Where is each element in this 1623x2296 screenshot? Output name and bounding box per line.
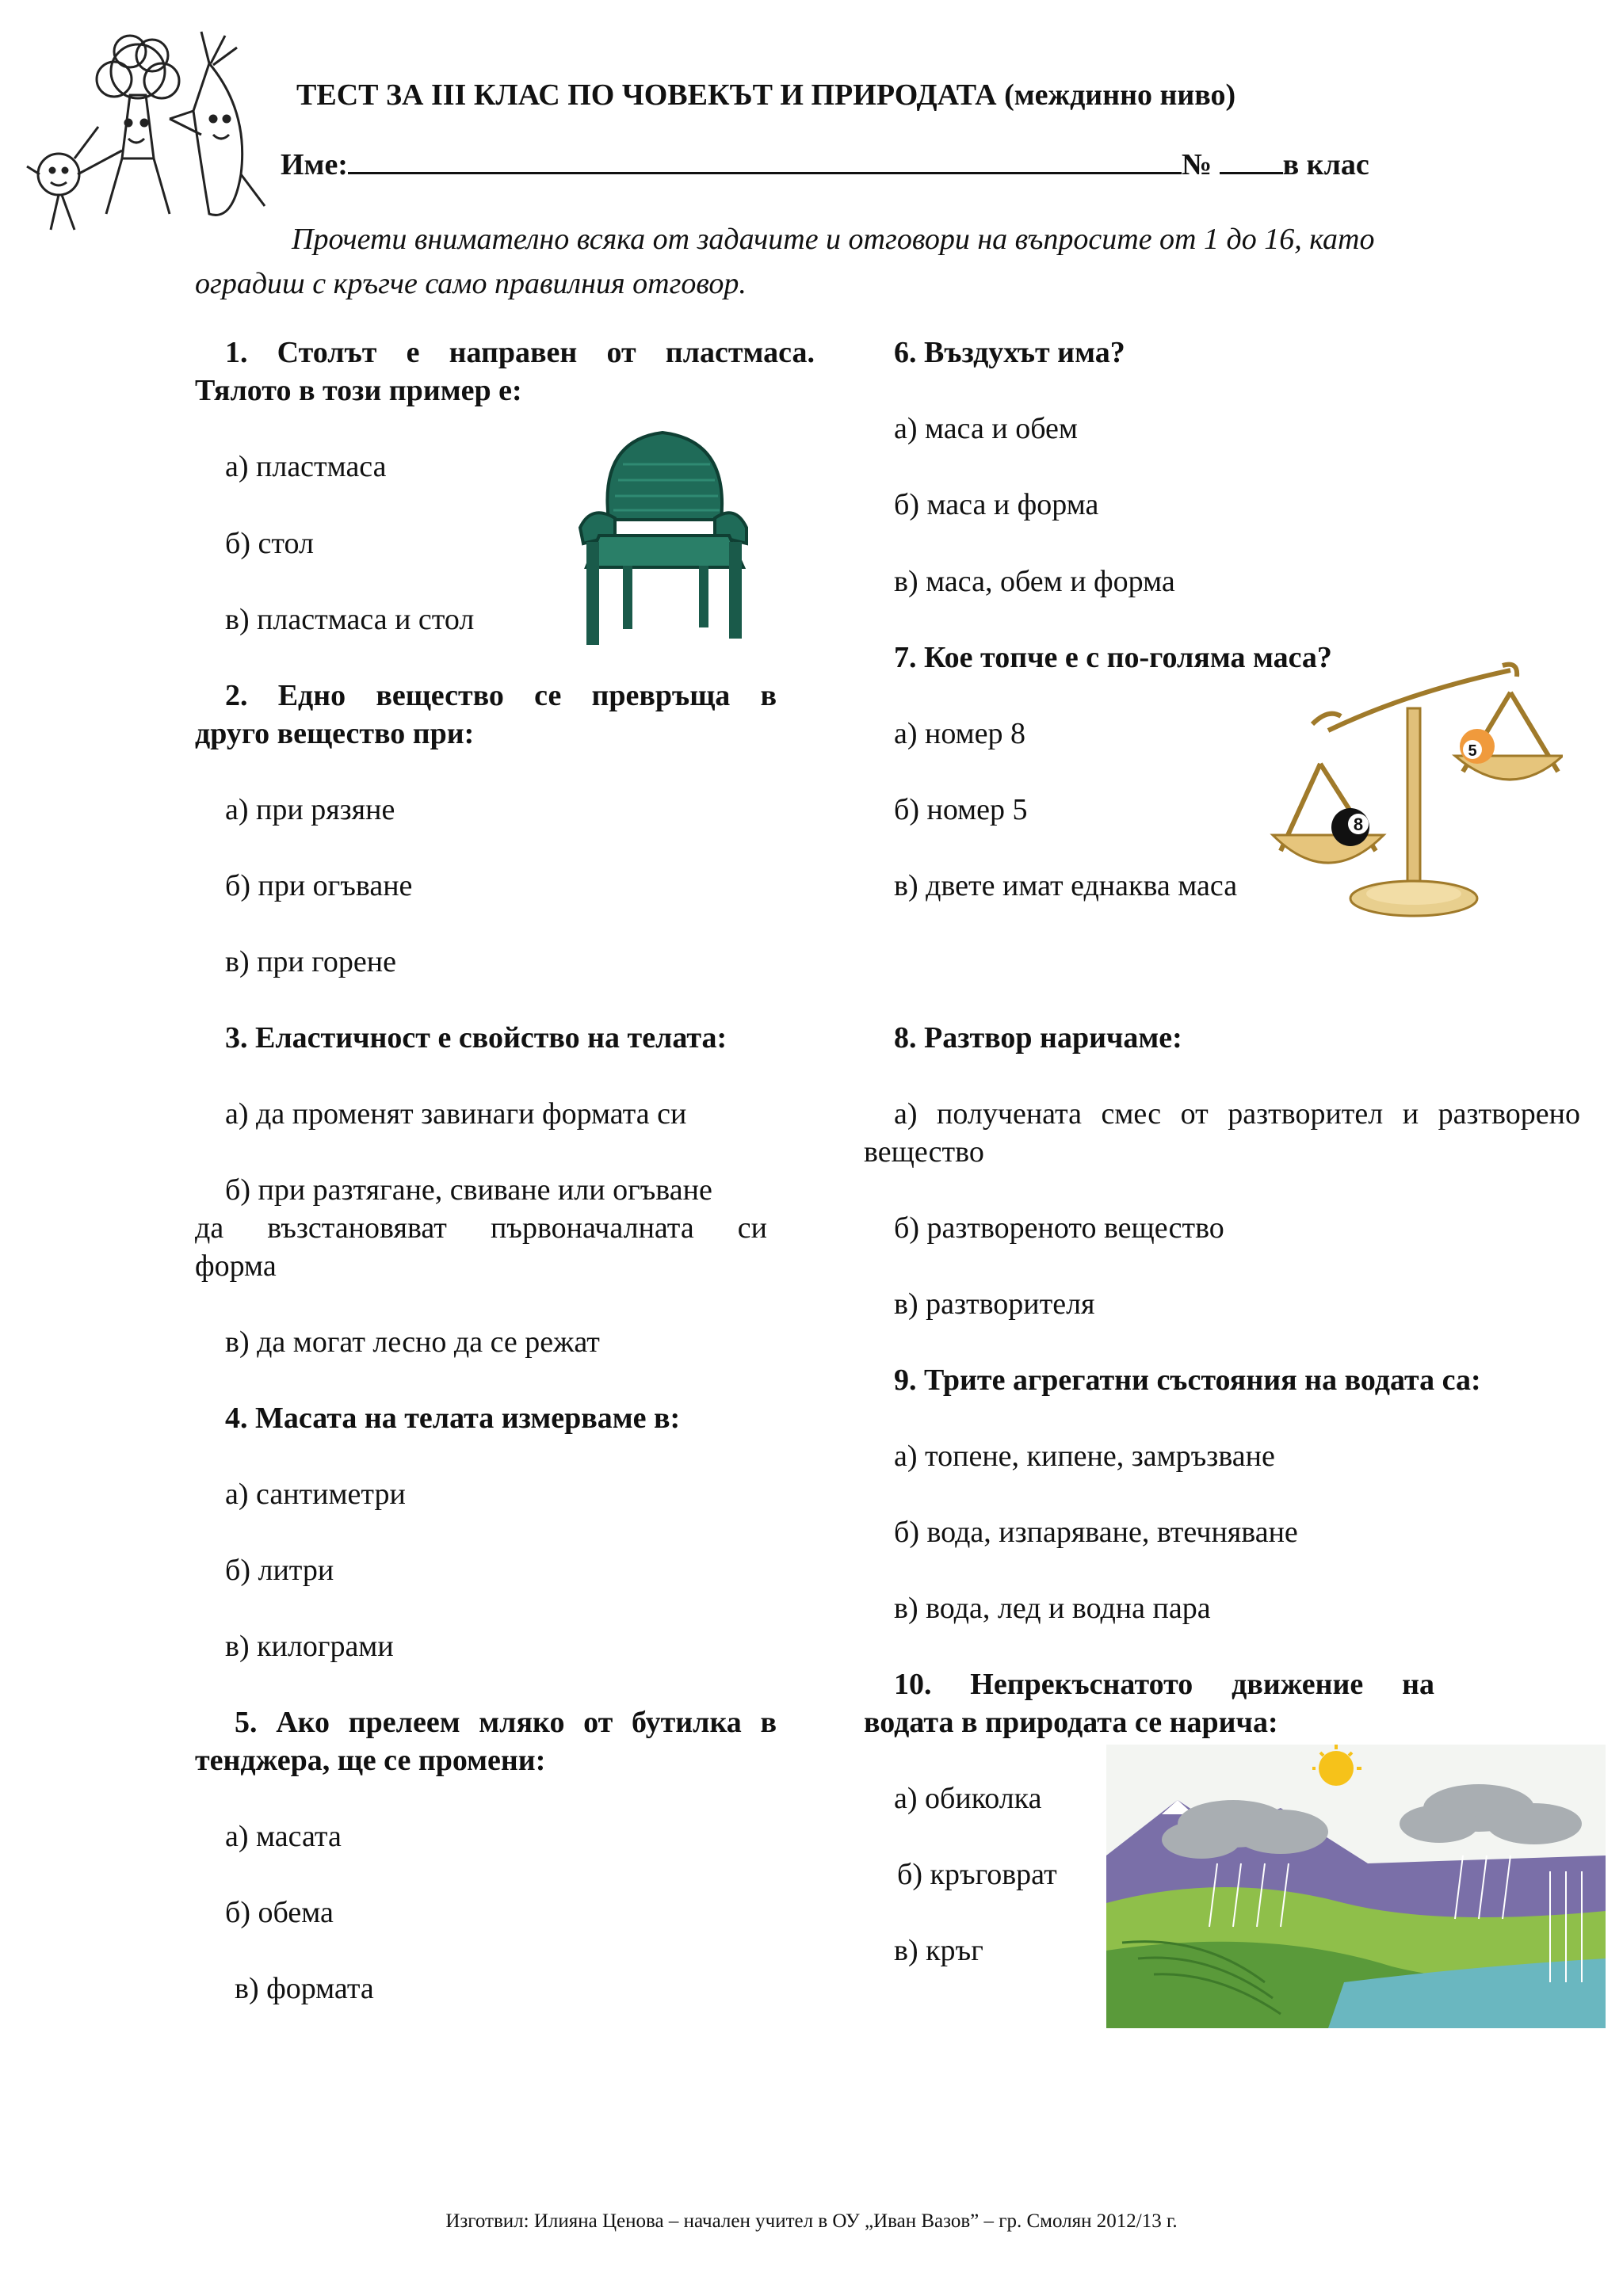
q4-option-c[interactable]: в) килограми: [225, 1630, 394, 1663]
class-label: в клас: [1282, 148, 1369, 181]
q10-option-a[interactable]: а) обиколка: [894, 1782, 1042, 1815]
page-title: [296, 78, 1235, 113]
question-3: 3. Еластичност е свойство на телата:: [225, 1021, 727, 1055]
name-row: [281, 147, 1369, 182]
q9-option-b[interactable]: б) вода, изпаряване, втечняване: [894, 1516, 1298, 1549]
q7-option-c[interactable]: в) двете имат еднаква маса: [894, 869, 1238, 902]
question-1-line2: Тялото в този пример е:: [195, 374, 522, 407]
ball-8-label: 8: [1353, 814, 1364, 834]
name-label: Име:: [281, 148, 348, 181]
q4-option-b[interactable]: б) литри: [225, 1554, 334, 1587]
logo-vegetables-illustration: [11, 16, 281, 246]
question-2: 2. Едно вещество се превръща в: [225, 679, 777, 712]
q1-option-b[interactable]: б) стол: [225, 527, 314, 560]
question-6: 6. Въздухът има?: [894, 336, 1125, 369]
q10-option-b[interactable]: б) кръговрат: [897, 1858, 1057, 1891]
question-7: 7. Кое топче е с по-голяма маса?: [894, 641, 1332, 674]
q8-option-a[interactable]: а) получената смес от разтворител и разтворено: [894, 1097, 1580, 1131]
q8-option-a-line2: вещество: [864, 1135, 984, 1169]
q3-option-b[interactable]: б) при разтягане, свиване или огъване: [225, 1173, 712, 1207]
q5-option-b[interactable]: б) обема: [225, 1896, 334, 1929]
q1-option-a[interactable]: а) пластмаса: [225, 450, 387, 483]
ball-5-label: 5: [1468, 742, 1477, 760]
q7-option-b[interactable]: б) номер 5: [894, 793, 1028, 826]
q6-option-c[interactable]: в) маса, обем и форма: [894, 565, 1175, 598]
q6-option-a[interactable]: а) маса и обем: [894, 412, 1078, 445]
question-5-line2: тенджера, ще се промени:: [195, 1744, 546, 1777]
name-input-line[interactable]: [348, 148, 1182, 174]
question-10-line2: водата в природата се нарича:: [864, 1706, 1278, 1739]
q2-option-b[interactable]: б) при огъване: [225, 869, 413, 902]
question-2-line2: друго вещество при:: [195, 717, 475, 750]
green-chair-image: [559, 417, 769, 653]
question-5: 5. Ако прелеем мляко от бутилка в: [235, 1706, 777, 1739]
title-level: (междинно ниво): [1004, 78, 1236, 112]
class-number-input-line[interactable]: [1220, 148, 1283, 174]
q4-option-a[interactable]: а) сантиметри: [225, 1478, 406, 1511]
footer-credits: Изготвил: Илияна Ценова – начален учител в ОУ „Иван Вазов” – гр. Смолян 2012/13 г.: [445, 2210, 1178, 2232]
q3-option-b-line2: да възстановяват първоначалната си: [195, 1211, 767, 1245]
q1-option-c[interactable]: в) пластмаса и стол: [225, 603, 475, 636]
title-text: ТЕСТ ЗА III КЛАС ПО ЧОВЕКЪТ И ПРИРОДАТА: [296, 78, 997, 112]
q5-option-a[interactable]: а) масата: [225, 1820, 342, 1853]
q6-option-b[interactable]: б) маса и форма: [894, 488, 1099, 521]
q2-option-c[interactable]: в) при горене: [225, 945, 396, 978]
instructions: Прочети внимателно всяка от задачите и отговори на въпросите от 1 до 16, като оградиш с кръгче само правилния отговор.: [195, 223, 1375, 300]
question-10: 10. Непрекъснатото движение на: [894, 1668, 1434, 1701]
q2-option-a[interactable]: а) при рязяне: [225, 793, 395, 826]
question-4: 4. Масата на телата измерваме в:: [225, 1402, 681, 1435]
q7-option-a[interactable]: а) номер 8: [894, 717, 1026, 750]
question-9: 9. Трите агрегатни състояния на водата са:: [894, 1363, 1481, 1397]
q8-option-c[interactable]: в) разтворителя: [894, 1287, 1095, 1321]
q9-option-c[interactable]: в) вода, лед и водна пара: [894, 1592, 1211, 1625]
q3-option-a[interactable]: а) да променят завинаги формата си: [225, 1097, 687, 1131]
question-8: 8. Разтвор наричаме:: [894, 1021, 1182, 1055]
question-1: 1. Столът е направен от пластмаса.: [225, 336, 815, 369]
number-label: №: [1181, 148, 1212, 181]
q5-option-c[interactable]: в) формата: [235, 1972, 374, 2005]
q10-option-c[interactable]: в) кръг: [894, 1934, 983, 1967]
q3-option-c[interactable]: в) да могат лесно да се режат: [225, 1325, 600, 1359]
q9-option-a[interactable]: а) топене, кипене, замръзване: [894, 1440, 1275, 1473]
water-cycle-image: [1106, 1745, 1606, 2028]
q8-option-b[interactable]: б) разтвореното вещество: [894, 1211, 1224, 1245]
q3-option-b-line3: форма: [195, 1249, 277, 1283]
balance-scale-image: [1265, 661, 1563, 940]
